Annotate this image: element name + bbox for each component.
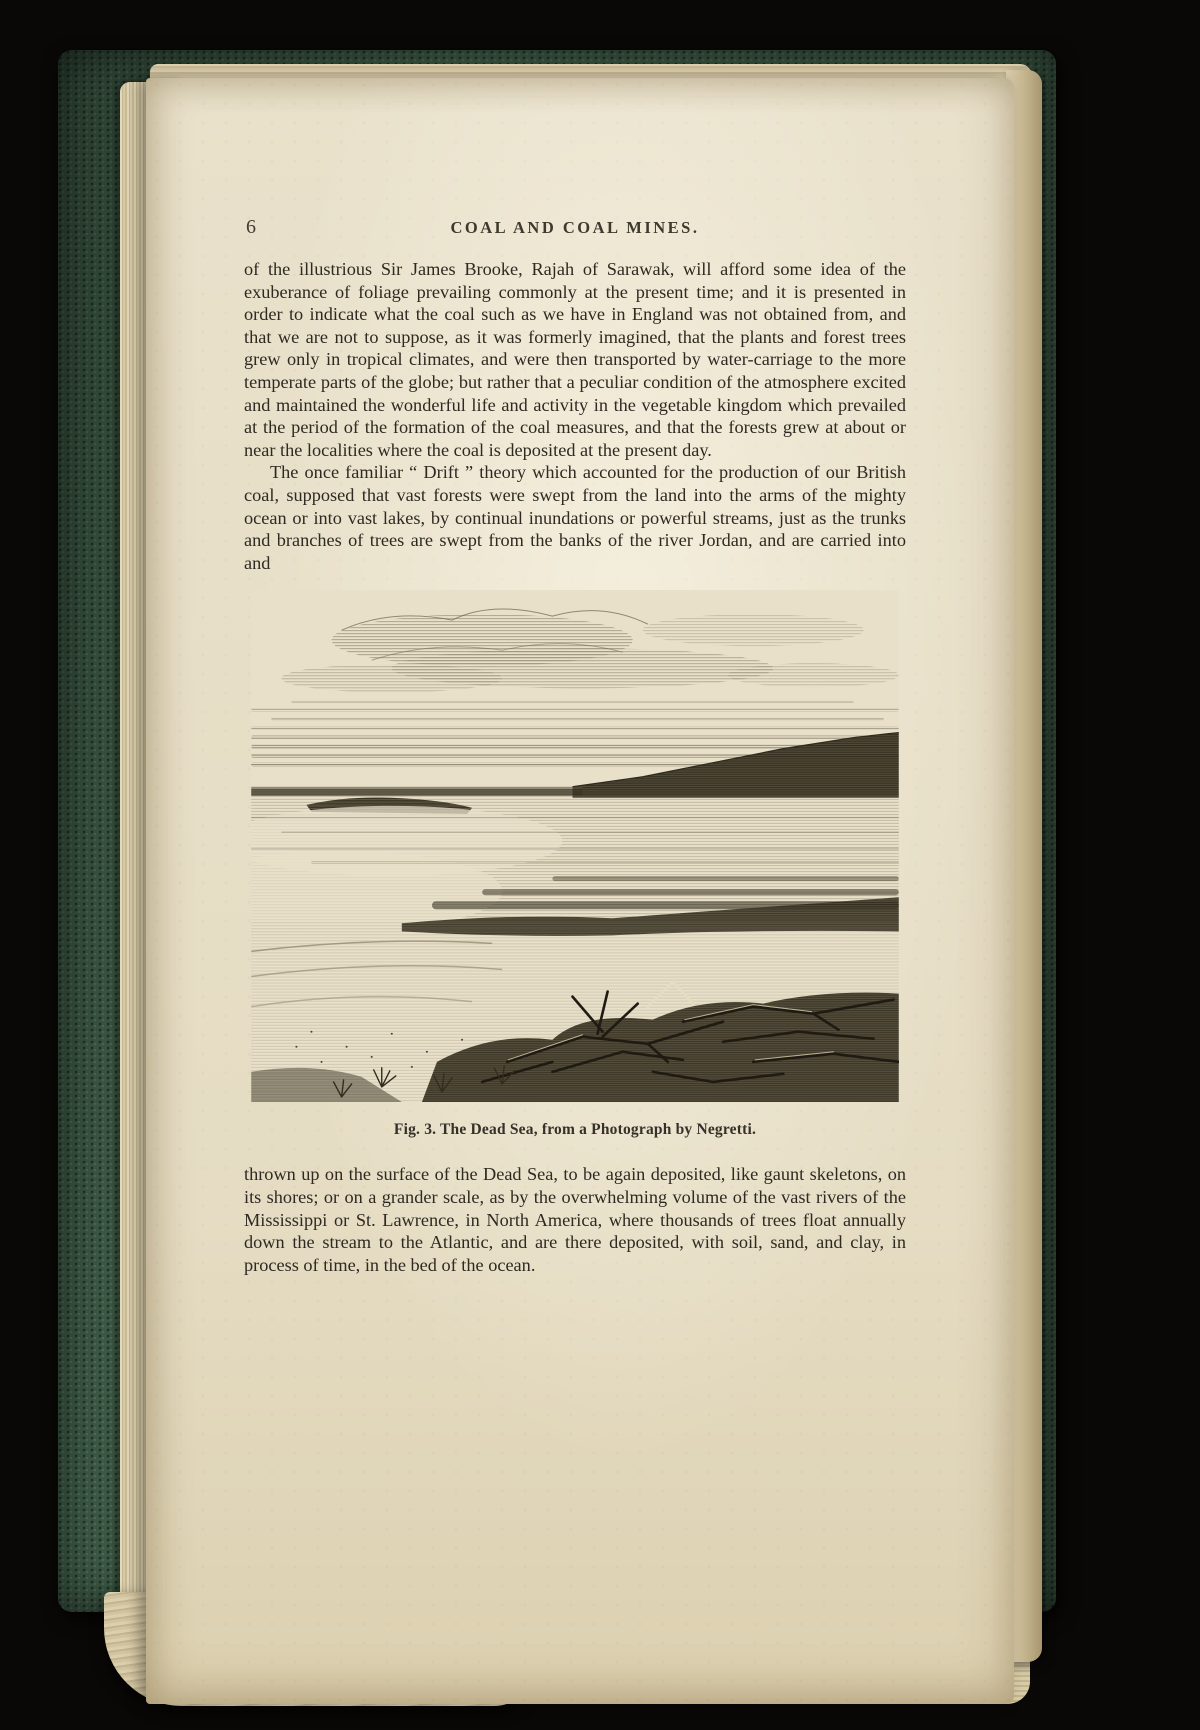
dead-sea-engraving xyxy=(251,590,899,1102)
page-header xyxy=(244,214,906,244)
figure-caption: Fig. 3. The Dead Sea, from a Photograph by Negretti. xyxy=(393,1121,757,1139)
body-paragraph-2: The once familiar “ Drift ” theory which accounted for the production of our British coal, supposed that vast forests were swept from the land into the arms of the mighty ocean or into vast lakes, by continual inundations or powerful streams, just as the trunks and branches of trees are swept from the banks of the river Jordan, and are carried into and xyxy=(244,462,906,573)
dead-sea-figure xyxy=(251,590,899,1107)
body-paragraph-1: of the illustrious Sir James Brooke, Rajah of Sarawak, will afford some idea of the exuberance of foliage prevailing commonly at the present time; and it is presented in order to indicate what the coal such as we have in England was not obtained from, and that we are not to suppose, as it was formerly imagined, that the plants and forest trees grew only in tropical climates, and were then transported by water-carriage to the more temperate parts of the globe; but rather that a peculiar condition of the atmosphere excited and maintained the wonderful life and activity in the vegetable kingdom which prevailed at the period of the formation of the coal measures, and that the forests grew at about or near the localities where the coal is deposited at the present day. xyxy=(244,259,906,460)
page-content xyxy=(244,214,906,1276)
book-page xyxy=(146,78,1014,1704)
page-number: 6 xyxy=(246,216,256,238)
body-paragraph-3: thrown up on the surface of the Dead Sea, to be again deposited, like gaunt skeletons, on its shores; or on a grander scale, as by the overwhelming volume of the vast rivers of the Mississippi or St. Lawrence, in North America, where thousands of trees float annually down the stream to the Atlantic, and are there deposited, with soil, sand, and clay, in process of time, in the bed of the ocean. xyxy=(244,1164,906,1275)
running-header: COAL AND COAL MINES. xyxy=(450,218,700,237)
